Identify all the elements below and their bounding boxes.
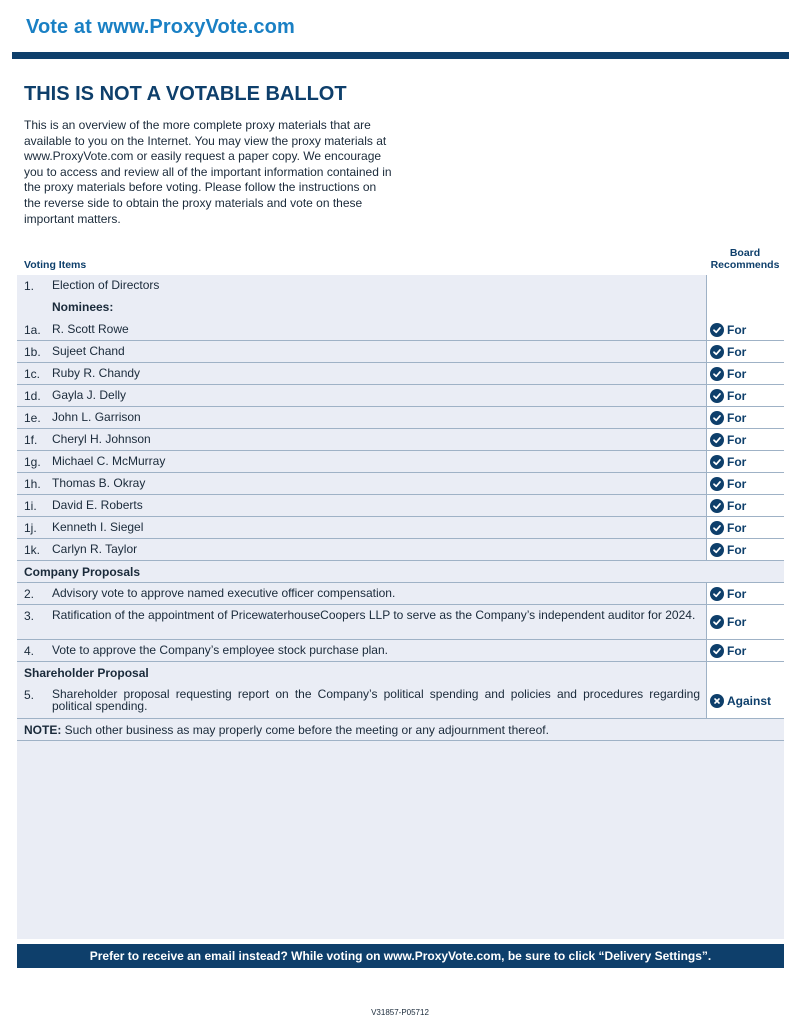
recommendation-cell — [706, 297, 784, 319]
recommendation-label: For — [727, 643, 747, 658]
recommendation-for — [710, 389, 746, 403]
recommendation-cell — [706, 539, 784, 560]
recommendation-for — [710, 367, 746, 381]
item-text: Thomas B. Okray — [52, 476, 146, 490]
nominee-row — [17, 385, 784, 407]
item-text: Vote to approve the Company’s employee stock purchase plan. — [52, 643, 388, 657]
check-circle-icon — [710, 367, 724, 381]
check-circle-icon — [710, 477, 724, 491]
item-text: Michael C. McMurray — [52, 454, 166, 468]
nominee-row — [17, 451, 784, 473]
item-text: Carlyn R. Taylor — [52, 542, 138, 556]
item-text: Sujeet Chand — [52, 344, 125, 358]
item-text: R. Scott Rowe — [52, 322, 129, 336]
check-circle-icon — [710, 587, 724, 601]
proposal-row — [17, 605, 784, 640]
check-circle-icon — [710, 615, 724, 629]
proposal-row — [17, 684, 784, 719]
recommendation-cell — [706, 473, 784, 494]
nominees-label-row — [17, 297, 784, 319]
recommendation-for — [710, 644, 746, 658]
item-number: 1h. — [24, 477, 41, 491]
item-number: 1e. — [24, 411, 41, 425]
board-label: Board — [729, 247, 761, 259]
intro-paragraph: This is an overview of the more complete proxy materials that are available to you on the Internet. You may view the proxy materials at www.ProxyVote.com or easily request a paper copy. We encourage you to access and review all of the important information contained in the proxy materials before voting. Please follow the instructions on the reverse side to obtain the proxy materials and vote on these important matters. — [24, 118, 392, 226]
election-row — [17, 275, 784, 297]
item-text: David E. Roberts — [52, 498, 143, 512]
item-text: Election of Directors — [52, 278, 160, 292]
recommendation-cell — [706, 517, 784, 538]
item-number: 1d. — [24, 389, 41, 403]
item-text: Kenneth I. Siegel — [52, 520, 144, 534]
recommendation-label: For — [727, 498, 747, 513]
item-number: 4. — [24, 644, 35, 658]
recommendation-cell — [706, 385, 784, 406]
recommendation-for — [710, 455, 746, 469]
nominee-row — [17, 429, 784, 451]
recommendation-label: For — [727, 322, 747, 337]
note-body: Such other business as may properly come before the meeting or any adjournment thereof. — [61, 723, 549, 737]
item-number: 1j. — [24, 521, 37, 535]
section-label: Shareholder Proposal — [24, 666, 149, 680]
recommendation-cell — [706, 583, 784, 604]
nominee-row — [17, 495, 784, 517]
voting-items-rows — [17, 275, 784, 741]
recommendation-cell — [706, 451, 784, 472]
item-text: Gayla J. Delly — [52, 388, 127, 402]
recommendation-for — [710, 345, 746, 359]
check-circle-icon — [710, 433, 724, 447]
nominee-list — [17, 319, 784, 561]
site-title: Vote at www.ProxyVote.com — [26, 16, 295, 38]
recommendation-cell — [706, 640, 784, 661]
recommends-label: Recommends — [710, 259, 780, 271]
item-text: John L. Garrison — [52, 410, 141, 424]
check-circle-icon — [710, 323, 724, 337]
check-circle-icon — [710, 543, 724, 557]
recommendation-cell — [706, 429, 784, 450]
recommendation-cell — [706, 363, 784, 384]
recommendation-cell — [706, 495, 784, 516]
nominee-row — [17, 517, 784, 539]
recommendation-label: For — [727, 410, 747, 425]
recommendation-label: For — [727, 366, 747, 381]
column-header-voting-items: Voting Items — [24, 259, 87, 271]
nominee-row — [17, 407, 784, 429]
note-text — [24, 723, 549, 737]
proposal-row — [17, 640, 784, 662]
delivery-settings-banner: Prefer to receive an email instead? While voting on www.ProxyVote.com, be sure to click “Delivery Settings”. — [17, 944, 784, 968]
section-row-shareholder-proposal — [17, 662, 784, 684]
recommendation-for — [710, 411, 746, 425]
note-label: NOTE: — [24, 723, 62, 737]
recommendation-for — [710, 323, 746, 337]
item-text: Ruby R. Chandy — [52, 366, 141, 380]
nominee-row — [17, 363, 784, 385]
section-row-company-proposals — [17, 561, 784, 583]
recommendation-cell — [706, 684, 784, 718]
recommendation-for — [710, 433, 746, 447]
company-proposal-list — [17, 583, 784, 662]
recommendation-label: Against — [727, 694, 772, 708]
recommendation-cell — [706, 275, 784, 297]
check-circle-icon — [710, 345, 724, 359]
recommendation-label: For — [727, 586, 747, 601]
recommendation-label: For — [727, 615, 747, 629]
header-divider — [12, 52, 789, 59]
item-number: 5. — [24, 688, 35, 702]
recommendation-against — [710, 694, 771, 708]
nominees-label: Nominees: — [52, 300, 114, 314]
recommendation-for — [710, 521, 746, 535]
recommendation-label: For — [727, 520, 747, 535]
recommendation-label: For — [727, 388, 747, 403]
nominee-row — [17, 341, 784, 363]
recommendation-label: For — [727, 476, 747, 491]
item-number: 1k. — [24, 543, 41, 557]
recommendation-cell — [706, 407, 784, 428]
check-circle-icon — [710, 499, 724, 513]
note-row — [17, 719, 784, 741]
recommendation-cell — [706, 605, 784, 639]
item-text: Shareholder proposal requesting report on the Company’s political spending and policies and procedures regarding political spending. — [52, 687, 700, 713]
item-number: 1. — [24, 279, 35, 293]
check-circle-icon — [710, 521, 724, 535]
item-number: 1a. — [24, 323, 41, 337]
recommendation-label: For — [727, 454, 747, 469]
page-title: THIS IS NOT A VOTABLE BALLOT — [24, 83, 347, 105]
page-header — [0, 0, 800, 60]
shareholder-proposal-list — [17, 684, 784, 719]
proposal-row — [17, 583, 784, 605]
nominee-row — [17, 473, 784, 495]
recommendation-for — [710, 543, 746, 557]
table-header — [17, 244, 784, 274]
check-circle-icon — [710, 411, 724, 425]
check-circle-icon — [710, 455, 724, 469]
recommendation-for — [710, 499, 746, 513]
nominee-row — [17, 539, 784, 561]
column-header-board-recommends — [706, 247, 784, 271]
recommendation-label: For — [727, 542, 747, 557]
item-number: 1f. — [24, 433, 38, 447]
recommendation-cell — [706, 319, 784, 340]
item-number: 3. — [24, 609, 35, 623]
item-text: Ratification of the appointment of PricewaterhouseCoopers LLP to serve as the Company’s independent auditor for 2024. — [52, 608, 696, 622]
item-number: 1c. — [24, 367, 41, 381]
item-number: 1g. — [24, 455, 41, 469]
item-number: 1i. — [24, 499, 37, 513]
item-number: 2. — [24, 587, 35, 601]
item-text: Advisory vote to approve named executive officer compensation. — [52, 586, 396, 600]
recommendation-for — [710, 587, 746, 601]
item-text: Cheryl H. Johnson — [52, 432, 151, 446]
recommendation-for — [710, 477, 746, 491]
recommendation-cell — [706, 341, 784, 362]
check-circle-icon — [710, 389, 724, 403]
recommendation-for — [710, 615, 746, 629]
voting-items-table — [17, 275, 784, 939]
nominee-row — [17, 319, 784, 341]
recommendation-cell — [706, 662, 784, 684]
recommendation-label: For — [727, 432, 747, 447]
document-code: V31857-P05712 — [371, 1008, 429, 1017]
check-circle-icon — [710, 644, 724, 658]
item-number: 1b. — [24, 345, 41, 359]
section-label: Company Proposals — [24, 565, 141, 579]
x-circle-icon — [710, 694, 724, 708]
recommendation-label: For — [727, 344, 747, 359]
